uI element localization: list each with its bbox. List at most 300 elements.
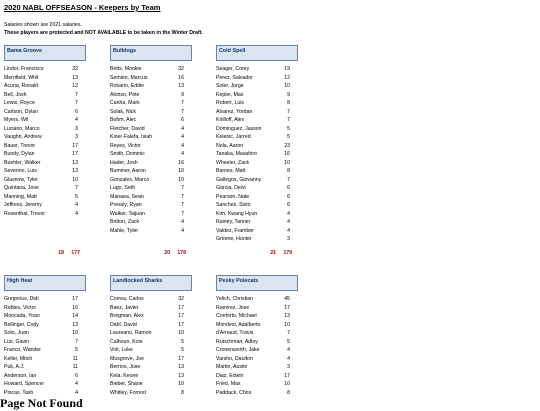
protect-note: These players are protected and NOT AVAILABLE to be taken in the Winter Draft. — [4, 30, 203, 36]
player-salary: 17 — [178, 321, 184, 328]
player-row — [216, 193, 298, 202]
player-row — [110, 125, 192, 134]
player-salary: 4 — [287, 355, 290, 362]
player-row — [4, 74, 86, 83]
player-salary: 17 — [72, 142, 78, 149]
player-row — [110, 346, 192, 355]
player-salary: 7 — [287, 330, 290, 336]
player-row — [216, 372, 298, 381]
player-row — [110, 338, 192, 347]
team-name: Bama Groove — [4, 45, 86, 61]
player-salary: 9 — [287, 91, 290, 98]
player-salary: 4 — [75, 381, 78, 387]
player-row — [4, 159, 86, 168]
player-row — [216, 74, 298, 83]
player-salary: 7 — [181, 185, 184, 191]
player-row — [110, 193, 192, 202]
player-row — [216, 321, 298, 330]
player-name: d'Arnaud, Travis — [216, 330, 254, 336]
player-salary: 17 — [284, 304, 290, 311]
player-name: Myers, Wil — [4, 117, 29, 123]
player-row — [4, 125, 86, 134]
player-salary: 13 — [72, 321, 78, 328]
player-row — [216, 227, 298, 236]
player-list — [216, 291, 298, 397]
player-salary: 7 — [287, 176, 290, 183]
player-name: Cronenworth, Jake — [216, 347, 260, 353]
player-salary: 4 — [181, 227, 184, 234]
player-row — [110, 380, 192, 389]
player-row — [4, 338, 86, 347]
player-salary: 4 — [75, 202, 78, 208]
player-row — [110, 304, 192, 313]
player-name: Bundy, Dylan — [4, 151, 35, 157]
player-row — [4, 372, 86, 381]
player-row — [216, 65, 298, 74]
player-name: Luo, Gavin — [4, 338, 30, 345]
player-row — [110, 355, 192, 364]
player-name: Canha, Mark — [110, 100, 140, 106]
player-name: Carlson, Dylan — [4, 108, 39, 115]
player-salary: 13 — [178, 364, 184, 370]
player-salary: 10 — [72, 176, 78, 183]
player-row — [4, 82, 86, 91]
team-totals — [4, 250, 86, 258]
player-name: Seager, Corey — [216, 66, 250, 72]
player-name: Alonso, Pete — [110, 91, 140, 98]
player-name: Berrios, Jose — [110, 364, 141, 370]
player-name: Kim, Kwang Hyun — [216, 210, 258, 217]
team-name: Landlocked Sharks — [110, 275, 192, 291]
page-title: 2020 NABL OFFSEASON - Keepers by Team — [4, 3, 161, 12]
player-row — [110, 210, 192, 219]
team-totals — [110, 250, 192, 258]
player-row — [110, 167, 192, 176]
player-salary: 5 — [287, 134, 290, 140]
player-name: Betts, Mookie — [110, 66, 142, 72]
player-row — [4, 184, 86, 193]
player-salary: 7 — [181, 108, 184, 115]
player-name: Lindor, Francisco — [4, 66, 44, 72]
player-row — [216, 116, 298, 125]
player-salary: 19 — [284, 66, 290, 72]
player-row — [216, 312, 298, 321]
player-name: Gallegos, Giovanny — [216, 176, 262, 183]
player-salary: 7 — [75, 338, 78, 345]
player-name: Paddack, Chris — [216, 389, 252, 396]
team-block — [216, 45, 298, 244]
player-salary: 7 — [181, 202, 184, 208]
player-row — [110, 108, 192, 117]
player-salary: 14 — [72, 313, 78, 319]
player-row — [4, 193, 86, 202]
player-row — [216, 91, 298, 100]
player-salary: 12 — [72, 83, 78, 89]
player-row — [216, 99, 298, 108]
player-salary: 7 — [181, 193, 184, 200]
player-salary: 17 — [72, 296, 78, 302]
player-row — [110, 201, 192, 210]
player-salary: 4 — [181, 125, 184, 132]
player-name: Rainey, Tanner — [216, 219, 251, 225]
player-name: Conforto, Michael — [216, 313, 257, 319]
player-salary: 32 — [72, 66, 78, 72]
player-name: Barnes, Matt — [216, 168, 246, 174]
player-name: Bauer, Trevor — [4, 142, 36, 149]
player-salary: 3 — [75, 125, 78, 132]
player-row — [4, 210, 86, 219]
team-name: Bulldogs — [110, 45, 192, 61]
team-salary-total: 177 — [71, 250, 80, 256]
player-salary: 4 — [181, 151, 184, 157]
player-salary: 3 — [75, 134, 78, 140]
player-salary: 4 — [75, 389, 78, 396]
player-salary: 10 — [178, 176, 184, 183]
player-list — [216, 61, 298, 244]
player-row — [4, 295, 86, 304]
player-row — [216, 295, 298, 304]
player-name: Puk, A.J. — [4, 364, 25, 370]
player-name: Robles, Victor — [4, 304, 37, 311]
player-salary: 4 — [75, 210, 78, 217]
player-salary: 10 — [72, 330, 78, 336]
player-name: Greene, Hunter — [216, 236, 252, 242]
team-block — [216, 275, 298, 397]
player-row — [4, 329, 86, 338]
player-name: Alvarez, Yordan — [216, 108, 253, 115]
player-name: Kirilloff, Alex — [216, 117, 245, 123]
player-salary: 7 — [287, 108, 290, 115]
player-name: Martin, Austin — [216, 364, 248, 370]
player-name: Whitley, Forrest — [110, 389, 146, 396]
player-salary: 16 — [284, 151, 290, 157]
player-salary: 8 — [287, 168, 290, 174]
player-row — [4, 150, 86, 159]
player-name: Moncada, Yoan — [4, 313, 40, 319]
player-name: Pearson, Nate — [216, 193, 250, 200]
player-name: Garcia, Deivi — [216, 185, 246, 191]
player-row — [110, 133, 192, 142]
player-row — [4, 99, 86, 108]
player-name: Nola, Aaron — [216, 142, 244, 149]
player-salary: 8 — [181, 389, 184, 396]
player-row — [216, 363, 298, 372]
player-name: Kela, Keone — [110, 372, 139, 379]
player-salary: 6 — [75, 108, 78, 115]
player-salary: 6 — [75, 372, 78, 379]
player-row — [110, 176, 192, 185]
player-salary: 32 — [178, 296, 184, 302]
player-name: Bohm, Alec — [110, 117, 137, 123]
player-salary: 5 — [287, 338, 290, 345]
player-row — [216, 218, 298, 227]
player-name: Bellinger, Cody — [4, 321, 39, 328]
player-salary: 10 — [178, 168, 184, 174]
team-block — [4, 275, 86, 397]
player-name: Wheeler, Zack — [216, 159, 250, 166]
player-row — [110, 159, 192, 168]
player-name: Bieber, Shane — [110, 381, 143, 387]
player-row — [4, 65, 86, 74]
player-row — [216, 142, 298, 151]
player-name: Correa, Carlos — [110, 296, 144, 302]
player-row — [216, 346, 298, 355]
player-name: Kelenic, Jarred — [216, 134, 251, 140]
player-salary: 10 — [178, 381, 184, 387]
player-row — [4, 312, 86, 321]
player-salary: 6 — [287, 185, 290, 191]
player-list — [110, 291, 192, 397]
player-name: Kepler, Max — [216, 91, 244, 98]
player-salary: 4 — [75, 117, 78, 123]
player-salary: 17 — [178, 304, 184, 311]
player-name: Bummer, Aaron — [110, 168, 146, 174]
player-salary: 8 — [287, 100, 290, 106]
player-row — [216, 125, 298, 134]
player-list — [110, 61, 192, 235]
team-totals — [216, 250, 298, 258]
team-salary-total: 178 — [177, 250, 186, 256]
player-name: Britton, Zack — [110, 219, 140, 225]
player-row — [4, 142, 86, 151]
player-name: Musgrove, Joe — [110, 355, 145, 362]
player-salary: 13 — [72, 168, 78, 174]
player-name: Yelich, Christian — [216, 296, 254, 302]
player-name: Valdez, Framber — [216, 227, 254, 234]
player-name: Sanchez, Sixto — [216, 202, 251, 208]
player-name: Diaz, Edwin — [216, 372, 244, 379]
player-salary: 10 — [178, 330, 184, 336]
player-name: Glasnow, Tyler — [4, 176, 38, 183]
team-player-count: 18 — [58, 250, 64, 256]
player-row — [110, 91, 192, 100]
team-block — [4, 45, 86, 218]
player-salary: 13 — [178, 83, 184, 89]
player-name: Soto, Juan — [4, 330, 29, 336]
player-salary: 11 — [72, 364, 78, 370]
player-row — [4, 201, 86, 210]
team-block — [110, 45, 192, 235]
player-name: Manaea, Sean — [110, 193, 144, 200]
player-salary: 7 — [75, 91, 78, 98]
player-name: Varsho, Daulton — [216, 355, 253, 362]
team-block — [110, 275, 192, 397]
team-name: Pesky Polecats — [216, 275, 298, 291]
player-salary: 7 — [181, 210, 184, 217]
player-name: Walker, Taijuan — [110, 210, 145, 217]
player-row — [216, 108, 298, 117]
player-row — [4, 91, 86, 100]
player-salary: 7 — [75, 100, 78, 106]
player-salary: 4 — [181, 219, 184, 225]
player-row — [110, 312, 192, 321]
player-row — [4, 355, 86, 364]
player-row — [4, 176, 86, 185]
player-salary: 16 — [178, 159, 184, 166]
player-salary: 6 — [287, 202, 290, 208]
player-salary: 10 — [284, 83, 290, 89]
player-salary: 13 — [178, 372, 184, 379]
player-name: Buehler, Walker — [4, 159, 41, 166]
player-salary: 10 — [284, 381, 290, 387]
player-name: Ramirez, Jose — [216, 304, 250, 311]
player-name: Mahle, Tyler — [110, 227, 139, 234]
player-row — [110, 227, 192, 236]
player-row — [4, 133, 86, 142]
player-salary: 9 — [181, 91, 184, 98]
player-name: Merrifield, Whit — [4, 74, 39, 81]
player-salary: 5 — [181, 347, 184, 353]
player-name: Bregman, Alex — [110, 313, 144, 319]
player-name: Anderson, Ian — [4, 372, 37, 379]
player-name: Keller, Mitch — [4, 355, 33, 362]
player-name: Luciano, Marco — [4, 125, 40, 132]
player-salary: 4 — [287, 210, 290, 217]
player-name: Voit, Luke — [110, 347, 133, 353]
player-salary: 23 — [284, 142, 290, 149]
player-row — [216, 159, 298, 168]
player-salary: 12 — [284, 74, 290, 81]
player-row — [110, 99, 192, 108]
player-row — [110, 295, 192, 304]
player-name: Calhoun, Kole — [110, 338, 143, 345]
player-row — [110, 82, 192, 91]
player-name: Solak, Nick — [110, 108, 136, 115]
player-name: Gregorius, Didi — [4, 296, 39, 302]
player-row — [216, 235, 298, 244]
player-salary: 45 — [284, 296, 290, 302]
player-salary: 5 — [287, 125, 290, 132]
player-name: Jeffress, Jeremy — [4, 202, 42, 208]
player-name: Lewis, Royce — [4, 100, 35, 106]
player-name: Pressly, Ryan — [110, 202, 142, 208]
player-list — [4, 291, 86, 397]
player-name: Semien, Marcus — [110, 74, 148, 81]
player-list — [4, 61, 86, 218]
player-name: Bell, Josh — [4, 91, 27, 98]
player-name: Soler, Jorge — [216, 83, 244, 89]
player-name: Severino, Luis — [4, 168, 37, 174]
player-row — [216, 176, 298, 185]
player-name: Manning, Matt — [4, 193, 37, 200]
player-name: Perez, Salvador — [216, 74, 253, 81]
player-row — [4, 167, 86, 176]
player-salary: 7 — [287, 117, 290, 123]
player-name: Franco, Wander — [4, 347, 41, 353]
player-salary: 4 — [287, 219, 290, 225]
player-salary: 7 — [181, 100, 184, 106]
player-salary: 17 — [178, 355, 184, 362]
team-salary-total: 179 — [283, 250, 292, 256]
player-name: Tanaka, Masahiro — [216, 151, 257, 157]
player-salary: 17 — [284, 372, 290, 379]
player-name: Rosario, Eddie — [110, 83, 145, 89]
player-salary: 3 — [287, 236, 290, 242]
player-name: Howard, Spencer — [4, 381, 45, 387]
player-salary: 7 — [75, 185, 78, 191]
player-salary: 8 — [287, 389, 290, 396]
player-row — [4, 363, 86, 372]
player-name: Hader, Josh — [110, 159, 138, 166]
player-name: Dominguez, Jasson — [216, 125, 262, 132]
player-name: Smith, Dominic — [110, 151, 145, 157]
player-salary: 10 — [284, 321, 290, 328]
player-name: Robert, Luis — [216, 100, 244, 106]
player-salary: 17 — [72, 151, 78, 157]
player-row — [110, 184, 192, 193]
player-name: Kiner-Falefa, Isiah — [110, 134, 153, 140]
player-salary: 5 — [75, 347, 78, 353]
player-salary: 13 — [284, 313, 290, 319]
player-salary: 10 — [284, 159, 290, 166]
team-name: High Heat — [4, 275, 86, 291]
player-name: Rosenthal, Trevor — [4, 210, 45, 217]
player-row — [216, 304, 298, 313]
player-name: Acuna, Ronald — [4, 83, 39, 89]
player-row — [216, 133, 298, 142]
player-row — [110, 142, 192, 151]
player-salary: 6 — [287, 193, 290, 200]
player-salary: 4 — [287, 347, 290, 353]
player-row — [216, 380, 298, 389]
player-name: Dahl, David — [110, 321, 137, 328]
player-row — [110, 329, 192, 338]
player-row — [4, 321, 86, 330]
player-row — [4, 116, 86, 125]
salary-note: Salaries shown are 2021 salaries. — [4, 22, 82, 28]
player-name: Quintana, Jose — [4, 185, 39, 191]
player-row — [110, 321, 192, 330]
player-salary: 4 — [181, 134, 184, 140]
player-name: Mondesi, Adalberto — [216, 321, 261, 328]
player-row — [110, 116, 192, 125]
player-name: Gonzales, Marco — [110, 176, 150, 183]
player-row — [216, 150, 298, 159]
player-salary: 16 — [178, 74, 184, 81]
page-not-found-heading: Page Not Found — [0, 396, 83, 410]
player-salary: 6 — [181, 117, 184, 123]
player-row — [110, 389, 192, 398]
player-name: Vaughn, Andrew — [4, 134, 42, 140]
team-name: Cold Spell — [216, 45, 298, 61]
player-salary: 5 — [75, 193, 78, 200]
player-row — [216, 355, 298, 364]
player-salary: 4 — [287, 227, 290, 234]
player-salary: 3 — [287, 364, 290, 370]
player-salary: 11 — [72, 355, 78, 362]
player-row — [110, 150, 192, 159]
player-row — [216, 167, 298, 176]
player-name: Lugo, Seth — [110, 185, 136, 191]
player-row — [110, 218, 192, 227]
player-salary: 17 — [178, 313, 184, 319]
player-row — [216, 184, 298, 193]
player-name: Fletcher, David — [110, 125, 145, 132]
player-row — [4, 380, 86, 389]
team-player-count: 20 — [164, 250, 170, 256]
player-salary: 16 — [72, 304, 78, 311]
player-row — [110, 372, 192, 381]
player-row — [216, 329, 298, 338]
player-salary: 32 — [178, 66, 184, 72]
player-salary: 13 — [72, 159, 78, 166]
player-name: Baez, Javier — [110, 304, 139, 311]
player-row — [216, 338, 298, 347]
player-salary: 5 — [181, 338, 184, 345]
team-player-count: 21 — [270, 250, 276, 256]
player-salary: 13 — [72, 74, 78, 81]
player-name: Laureano, Ramon — [110, 330, 152, 336]
